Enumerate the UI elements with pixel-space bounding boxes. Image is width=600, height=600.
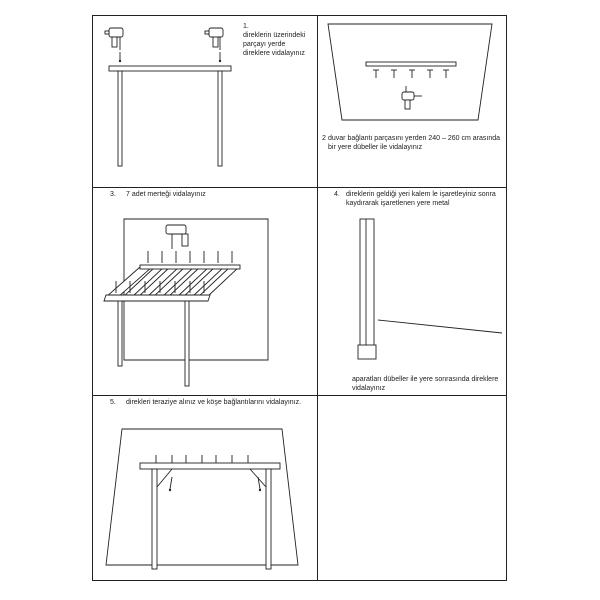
step-2-number: 2 xyxy=(322,135,326,142)
step-1-number: 1. xyxy=(243,23,249,30)
step-4-text: direklerin geldiği yeri kalem le işaretleyiniz sonra kaydırarak işaretlenen yere metal xyxy=(346,191,496,207)
drill-icon-left xyxy=(105,28,123,62)
step-5-illustration xyxy=(100,425,310,575)
step-3-text: 7 adet merteği vidalayınız xyxy=(126,191,206,198)
step-4-continued-text: aparatları dübeller ile yere sonrasında direklere vidalayınız xyxy=(352,376,499,392)
step-2-text: duvar bağlantı parçasını yerden 240 – 260 cm arasında bir yere dübeller ile vidalayınız xyxy=(328,135,500,151)
row-divider-1 xyxy=(93,187,506,188)
step-5-text: direkleri teraziye alınız ve köşe bağlantılarını vidalayınız. xyxy=(126,399,302,406)
drill-icon xyxy=(166,225,188,249)
step-1-text: direklerin üzerindeki parçayı yerde direklere vidalayınız xyxy=(243,32,306,57)
step-5-number: 5. xyxy=(110,399,116,406)
step-4-number: 4. xyxy=(334,191,340,198)
step-3-illustration xyxy=(100,215,280,390)
step-1-illustration xyxy=(95,18,245,173)
step-3-number: 3. xyxy=(110,191,116,198)
drill-icon xyxy=(402,86,422,109)
step-4-illustration xyxy=(320,215,505,365)
step-2-illustration xyxy=(318,20,503,130)
drill-icon-right xyxy=(205,28,223,62)
row-divider-2 xyxy=(93,395,506,396)
